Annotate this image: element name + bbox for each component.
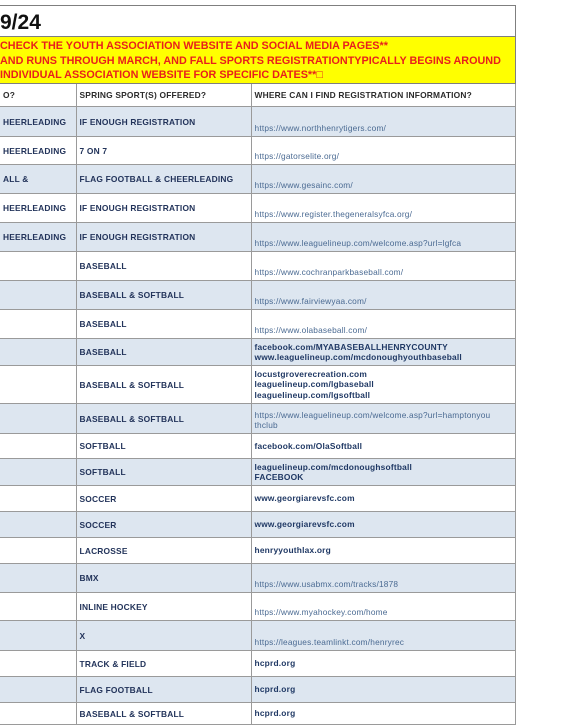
spring-sport-cell: LACROSSE	[76, 538, 251, 564]
sport-offered-cell	[0, 404, 76, 434]
spring-sport-cell: BASEBALL & SOFTBALL	[76, 703, 251, 725]
registration-link[interactable]: henryyouthlax.org	[254, 545, 331, 556]
table-row	[0, 366, 515, 404]
registration-link[interactable]: https://www.olabaseball.com/	[254, 324, 368, 335]
registration-info-cell[interactable]	[251, 651, 515, 677]
registration-link[interactable]: www.georgiarevsfc.com	[254, 519, 355, 530]
spring-sport-cell: TRACK & FIELD	[76, 651, 251, 677]
table-row	[0, 564, 515, 593]
registration-info-cell[interactable]	[251, 310, 515, 339]
sport-offered-cell	[0, 564, 76, 593]
table-row	[0, 677, 515, 703]
spring-sport-cell: BASEBALL	[76, 252, 251, 281]
spring-sport-cell: BASEBALL & SOFTBALL	[76, 404, 251, 434]
registration-info-cell[interactable]	[251, 459, 515, 486]
registration-info-cell[interactable]	[251, 486, 515, 512]
registration-info-cell[interactable]	[251, 434, 515, 459]
sport-offered-cell	[0, 593, 76, 621]
table-row	[0, 486, 515, 512]
spring-sport-cell: SOCCER	[76, 486, 251, 512]
notice-line: CHECK THE YOUTH ASSOCIATION WEBSITE AND SOCIAL MEDIA PAGES**	[0, 40, 388, 52]
spring-sport-cell: BMX	[76, 564, 251, 593]
registration-link[interactable]: https://www.gesainc.com/	[254, 179, 353, 190]
registration-info-cell[interactable]	[251, 137, 515, 165]
registration-link[interactable]: hcprd.org	[254, 708, 296, 719]
spring-sport-cell: SOCCER	[76, 512, 251, 538]
table-row	[0, 434, 515, 459]
sport-offered-cell	[0, 310, 76, 339]
sport-offered-cell	[0, 512, 76, 538]
sport-offered-cell	[0, 252, 76, 281]
registration-info-cell[interactable]	[251, 564, 515, 593]
table-row	[0, 252, 515, 281]
sport-offered-cell	[0, 703, 76, 725]
registration-link[interactable]: https://www.register.thegeneralsyfca.org/	[254, 208, 413, 219]
registration-link[interactable]: locustgroverecreation.com	[254, 369, 368, 380]
spring-sport-cell: BASEBALL & SOFTBALL	[76, 281, 251, 310]
registration-link[interactable]: https://leagues.teamlinkt.com/henryrec	[254, 636, 405, 647]
sport-offered-cell: ALL &	[0, 165, 76, 194]
spring-sport-cell: IF ENOUGH REGISTRATION	[76, 194, 251, 223]
table-row	[0, 538, 515, 564]
table-row	[0, 459, 515, 486]
sport-offered-cell: HEERLEADING	[0, 194, 76, 223]
registration-link[interactable]: leaguelineup.com/lgbaseball	[254, 379, 374, 390]
registration-info-cell[interactable]	[251, 593, 515, 621]
table-row	[0, 194, 515, 223]
registration-info-cell[interactable]	[251, 677, 515, 703]
table-row	[0, 310, 515, 339]
registration-info-cell[interactable]	[251, 281, 515, 310]
registration-info-cell[interactable]	[251, 404, 515, 434]
sports-table	[0, 84, 516, 725]
spreadsheet	[0, 5, 516, 725]
sport-offered-cell	[0, 621, 76, 651]
registration-info-cell[interactable]	[251, 165, 515, 194]
spring-sport-cell: SOFTBALL	[76, 434, 251, 459]
spring-sport-cell: IF ENOUGH REGISTRATION	[76, 223, 251, 252]
registration-info-cell[interactable]	[251, 223, 515, 252]
spring-sport-cell: X	[76, 621, 251, 651]
table-row	[0, 107, 515, 137]
registration-link[interactable]: https://www.northhenrytigers.com/	[254, 122, 387, 133]
registration-link[interactable]: https://www.cochranparkbaseball.com/	[254, 266, 404, 277]
table-row	[0, 281, 515, 310]
table-row	[0, 165, 515, 194]
sport-offered-cell	[0, 651, 76, 677]
registration-info-cell[interactable]	[251, 339, 515, 366]
registration-info-cell[interactable]	[251, 538, 515, 564]
table-row	[0, 593, 515, 621]
spring-sport-cell: BASEBALL	[76, 339, 251, 366]
spring-sport-cell: FLAG FOOTBALL	[76, 677, 251, 703]
sport-offered-cell	[0, 281, 76, 310]
registration-info-cell[interactable]	[251, 621, 515, 651]
spring-sport-cell: BASEBALL & SOFTBALL	[76, 366, 251, 404]
spring-sport-cell: IF ENOUGH REGISTRATION	[76, 107, 251, 137]
registration-info-cell[interactable]	[251, 703, 515, 725]
table-row	[0, 137, 515, 165]
sport-offered-cell	[0, 459, 76, 486]
sheet-title: 9/24	[0, 6, 515, 37]
registration-info-cell[interactable]	[251, 366, 515, 404]
spring-sport-cell: FLAG FOOTBALL & CHEERLEADING	[76, 165, 251, 194]
registration-info-cell[interactable]	[251, 252, 515, 281]
registration-link[interactable]: hcprd.org	[254, 684, 296, 695]
registration-link[interactable]: leaguelineup.com/mcdonoughsoftball	[254, 461, 413, 472]
sport-offered-cell	[0, 434, 76, 459]
registration-link[interactable]: hcprd.org	[254, 658, 296, 669]
registration-info-cell[interactable]	[251, 512, 515, 538]
table-row	[0, 651, 515, 677]
table-row	[0, 223, 515, 252]
registration-link[interactable]: https://www.leaguelineup.com/welcome.asp?url=hamptonyou	[254, 409, 491, 420]
table-row	[0, 621, 515, 651]
spring-sport-cell: 7 ON 7	[76, 137, 251, 165]
column-header: O?	[0, 84, 76, 107]
registration-link[interactable]: leaguelineup.com/lgsoftball	[254, 389, 371, 400]
sport-offered-cell: HEERLEADING	[0, 223, 76, 252]
registration-link[interactable]: https://www.usabmx.com/tracks/1878	[254, 578, 399, 589]
spring-sport-cell: SOFTBALL	[76, 459, 251, 486]
registration-info-cell[interactable]	[251, 107, 515, 137]
registration-link[interactable]: https://www.fairviewyaa.com/	[254, 295, 367, 306]
registration-link[interactable]: facebook.com/OlaSoftball	[254, 440, 363, 451]
sport-offered-cell: HEERLEADING	[0, 107, 76, 137]
table-row	[0, 404, 515, 434]
sport-offered-cell	[0, 677, 76, 703]
registration-link[interactable]: facebook.com/MYABASEBALLHENRYCOUNTY	[254, 341, 448, 352]
registration-link[interactable]: www.leaguelineup.com/mcdonoughyouthbaseball	[254, 352, 462, 362]
table-header-row	[0, 84, 515, 107]
table-row	[0, 512, 515, 538]
spring-sport-cell: INLINE HOCKEY	[76, 593, 251, 621]
table-row	[0, 703, 515, 725]
column-header: SPRING SPORT(S) OFFERED?	[76, 84, 251, 107]
registration-link[interactable]: https://www.leaguelineup.com/welcome.asp?url=lgfca	[254, 237, 462, 248]
registration-link[interactable]: thclub	[254, 419, 278, 430]
sport-offered-cell	[0, 486, 76, 512]
sport-offered-cell	[0, 339, 76, 366]
registration-link[interactable]: www.georgiarevsfc.com	[254, 493, 355, 504]
table-row	[0, 339, 515, 366]
sport-offered-cell	[0, 538, 76, 564]
registration-link[interactable]: https://gatorselite.org/	[254, 150, 340, 161]
notice-line: INDIVIDUAL ASSOCIATION WEBSITE FOR SPECIFIC DATES**□	[0, 69, 323, 81]
notice-line: AND RUNS THROUGH MARCH, AND FALL SPORTS REGISTRATIONTYPICALLY BEGINS AROUND	[0, 54, 501, 67]
sport-offered-cell	[0, 366, 76, 404]
registration-notice	[0, 37, 515, 84]
registration-link[interactable]: https://www.myahockey.com/home	[254, 606, 388, 617]
registration-link[interactable]: FACEBOOK	[254, 472, 304, 482]
spring-sport-cell: BASEBALL	[76, 310, 251, 339]
column-header: WHERE CAN I FIND REGISTRATION INFORMATION?	[251, 84, 515, 107]
sport-offered-cell: HEERLEADING	[0, 137, 76, 165]
registration-info-cell[interactable]	[251, 194, 515, 223]
